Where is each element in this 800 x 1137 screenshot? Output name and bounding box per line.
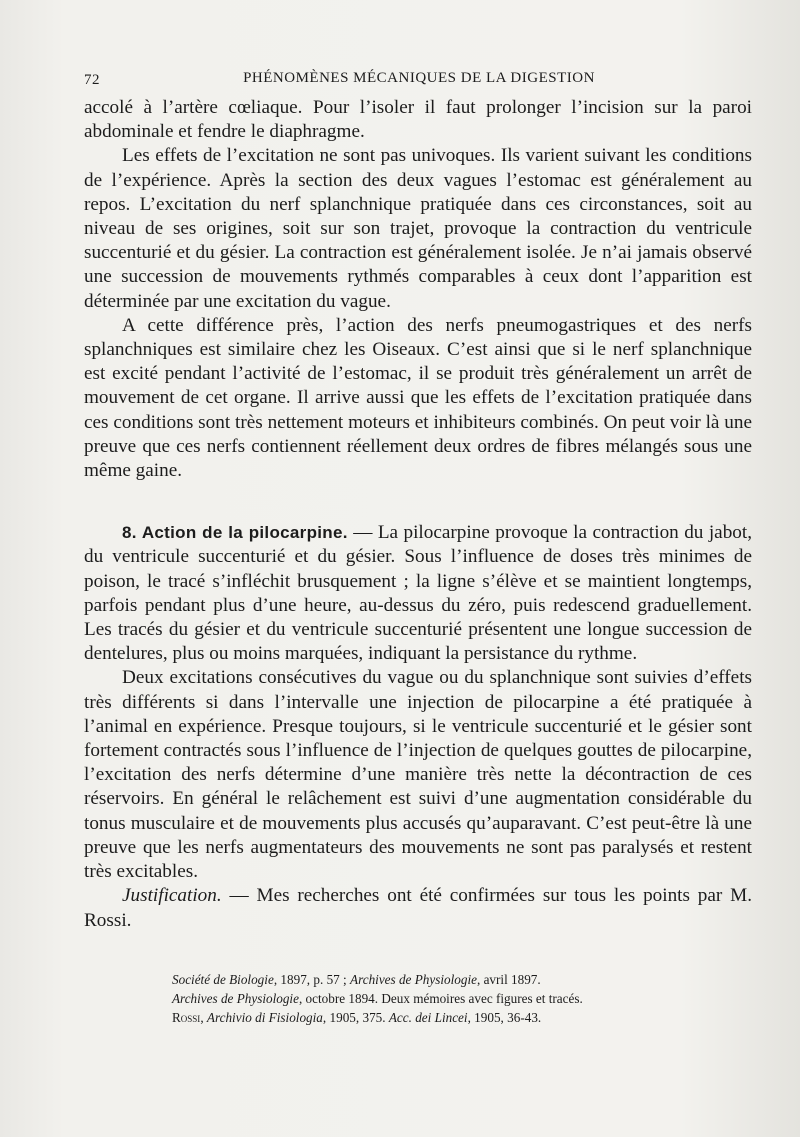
- footnote-1-journal-2: Archives de Physiologie: [350, 972, 477, 987]
- footnote-1-journal: Société de Biologie: [172, 972, 274, 987]
- section-text: — La pilocarpine provoque la contraction du jabot, du ventricule succenturié et du gésier. Sous l’influence de doses très minimes de poison, le tracé s’infléchit brusquement ; la ligne s’élève et se maintient longtemps, parfois pendant plus d’une heure, au-dessus du zéro, puis redescend graduellement. Les tracés du gésier et du ventricule succenturié présentent une longue succession de dentelures, plus ou moins marquées, indiquant la persistance du rythme.: [84, 522, 753, 665]
- paragraph-effects: Les effets de l’excitation ne sont pas univoques. Ils varient suivant les conditions de l’expérience. Après la section des deux vagues l’estomac est généralement au repos. L’excitation du nerf splanchnique pratiquée dans ces circonstances, soit au niveau de ses origines, soit sur son trajet, provoque la contraction du ventricule succenturié et du gésier. La contraction est généralement isolée. Je n’ai jamais observé une succession de mouvements rythmés comparables à ceux dont l’apparition est déterminée par une excitation du vague.: [84, 145, 752, 312]
- footnote-1-ref: , 1897, p. 57 ;: [273, 972, 351, 987]
- footnote-3-sep: ,: [200, 1010, 207, 1025]
- footnote-3-author: Rossi: [172, 1010, 201, 1025]
- paragraph-continuation: accolé à l’artère cœliaque. Pour l’isoler il faut prolonger l’incision sur la paroi abdominale et fendre le diaphragme.: [84, 97, 752, 143]
- page-number: 72: [84, 72, 100, 88]
- footnote-2-journal: Archives de Physiologie: [172, 991, 299, 1006]
- footnote-1-date: , avril 1897.: [476, 972, 541, 987]
- footnote-2: [172, 989, 752, 1008]
- footnote-3-journal-2: Acc. dei Lincei: [388, 1010, 468, 1025]
- footnote-2-ref: , octobre 1894. Deux mémoires avec figures et tracés.: [298, 991, 583, 1006]
- footnote-3-journal: Archivio di Fisiologia: [206, 1010, 323, 1025]
- section-gap: [84, 483, 752, 521]
- footnote-3-ref: , 1905, 375.: [322, 1010, 389, 1025]
- footnotes: [172, 970, 752, 1027]
- justification-text: — Mes recherches ont été confirmées sur tous les points par M. Rossi.: [84, 885, 752, 931]
- footnote-3: [172, 1008, 752, 1027]
- paragraph-excitations: Deux excitations consécutives du vague ou du splanchnique sont suivies d’effets très différents si dans l’intervalle une injection de pilocarpine a été pratiquée à l’animal en expérience. Presque toujours, si le ventricule succenturié et le gésier sont fortement contractés sous l’influence de l’injection de quelques gouttes de pilocarpine, l’excitation des nerfs détermine d’une manière très nette la décontraction de ces réservoirs. En général le relâchement est suivi d’une augmentation considérable du tonus musculaire et de mouvements plus accusés qu’auparavant. C’est peut-être là une preuve que les nerfs augmentateurs des mouvements ne sont pas paralysés et restent très excitables.: [84, 667, 752, 883]
- paragraph-pilocarpine: [84, 521, 752, 666]
- running-title: PHÉNOMÈNES MÉCANIQUES DE LA DIGESTION: [243, 70, 595, 86]
- justification-label: Justification.: [122, 885, 222, 907]
- footnote-1: [172, 970, 752, 989]
- body-text: [84, 96, 752, 933]
- paragraph-justification: [84, 884, 752, 932]
- paragraph-comparison: A cette différence près, l’action des nerfs pneumogastriques et des nerfs splanchniques est similaire chez les Oiseaux. C’est ainsi que si le nerf splanchnique est excité pendant l’activité de l’estomac, il se produit très généralement un arrêt de mouvement de cet organe. Il arrive aussi que les effets de l’excitation pratiquée dans ces conditions sont très nettement moteurs et inhibiteurs combinés. On peut voir là une preuve que ces nerfs contiennent réellement deux ordres de fibres mélangés sous une même gaine.: [84, 314, 752, 482]
- section-heading: 8. Action de la pilocarpine.: [122, 523, 348, 543]
- page-header: [84, 70, 754, 92]
- footnote-3-ref-2: , 1905, 36-43.: [467, 1010, 542, 1025]
